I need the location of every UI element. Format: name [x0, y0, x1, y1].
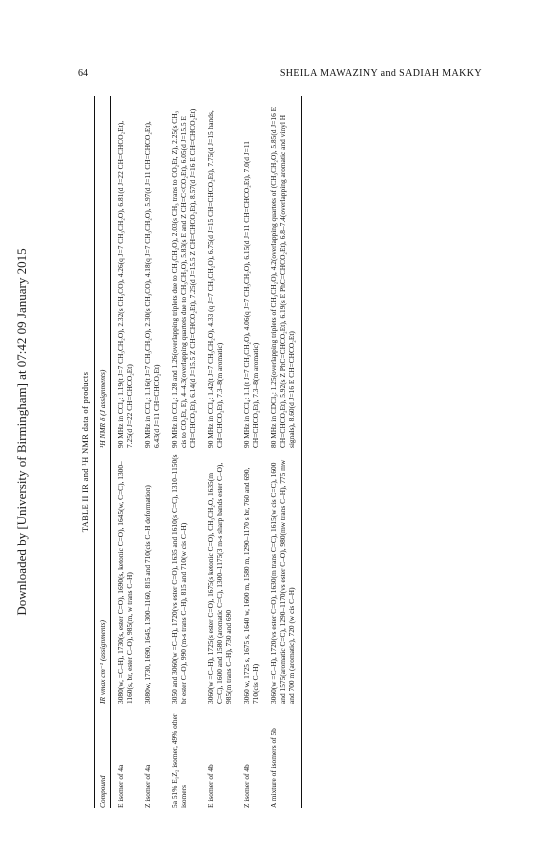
download-watermark-text: Downloaded by [University of Birmingham] at 07:42 09 January 2015 [14, 248, 29, 616]
cell-nmr: 90 MHz in CCl₄: 1.1(t J=7 CH₃CH₂O), 4.06(q J=7 CH₃CH₂O), 6.15(d J=11 CH=CHCO₂Et), 7.0(d J=11 CH=CHCO₂Et), 7.3–8(m aromatic) [242, 141, 261, 448]
rotated-table [80, 96, 496, 808]
download-watermark [0, 0, 44, 864]
cell-ir: 3060(w =C–H), 1725(s ester C=O), 1675(s ketonic C=O), CH₃CH₂O, 1635(m C=C), 1600 and 1580 (aromatic C=C), 1300–1175(3 m-s sharp bands ester C–O), 985(m trans C–H), 730 and 690 [206, 462, 234, 704]
column-header-ir: IR νmax cm⁻¹ (assignments) [95, 448, 111, 704]
cell-compound: Z isomer of 4a [143, 764, 153, 808]
cell-ir: 3050 and 3060(w =C–H), 1720(vs ester C=O), 1635 and 1610(s C=C), 1310–1150(s br ester C–O), 990 (m-s trans C–H), 815 and 710(w cis C–H) [170, 454, 189, 704]
rotated-table-frame [80, 96, 496, 808]
cell-nmr: 90 MHz in CCl₄: 1.19(t J=7 CH₃CH₂O), 2.32(s CH₃CO), 4.26(q J=7 CH₃CH₂O), 6.81(d J=22 CH=CHCO₂Et), 7.25(d J=22 CH=CHCO₂Et) [116, 120, 135, 448]
cell-ir: 3080w, 1730, 1690, 1645, 1300–1160, 815 and 710(cis C–H deformation) [143, 485, 153, 704]
table-row [237, 96, 264, 808]
table-row [111, 96, 139, 808]
running-head: SHEILA MAWAZINY and SADIAH MAKKY [279, 68, 482, 79]
table-row [264, 96, 301, 808]
table-row [165, 96, 201, 808]
cell-nmr: 90 MHz in CCl₄: 1.42(t J=7 CH₃CH₂O), 4.33 (q J=7 CH₃CH₂O), 6.75(d J=15 CH=CHCO₂Et), 7.75(d J=15 hands, CH=CHCO₂Et), 7.3–8(m aromatic) [206, 110, 225, 448]
column-header-compound: Compound [95, 704, 111, 808]
cell-compound: E isomer of 4b [206, 764, 216, 808]
cell-nmr: 80 MHz in CDCl₃: 1.25(overlapping triplets of CH₃CH₂O), 4.2(overlapping quartets of (CH₃CH₂O), 5.85(d J=16 E CH=CHCO₂Et), 5.92(s Z PhC=CHCO₂Et), 6.19(s E PhC=CHCO₂Et), 6.8–7.4(overlapping aromatic and vinyl H signals), 8.60(d J=16 E CH=CHCO₂Et) [264, 96, 301, 448]
cell-compound: Z isomer of 4b [242, 764, 252, 808]
cell-ir: 3060(w =C–H), 1720(vs ester C=O), 1630(m trans C=C), 1615(w cis C=C), 1600 and 1575(aromatic C=C), 1290–1170(vs ester C–O), 980(mw trans C–H), 775 mw and 700 m (aromatic), 720 (w cis C–H) [264, 448, 301, 704]
cell-compound: A mixture of isomers of 5b [264, 704, 301, 808]
table-header-row [95, 96, 111, 808]
table-row [201, 96, 237, 808]
cell-nmr: 90 MHz in CCl₄: 1.16(t J=7 CH₃CH₂O), 2.30(s CH₃CO), 4.18(q J=7 CH₃CH₂O), 5.97(d J=11 CH=CHCO₂Et), 6.43(d J=11 CH=CHCO₂Et) [143, 121, 162, 448]
page-number: 64 [78, 68, 88, 79]
column-header-nmr: ¹H NMR δ (J assignments) [95, 96, 111, 448]
cell-ir: 3060 w, 1725 s, 1675 s, 1640 w, 1600 m, 1580 m, 1290–1170 s br, 760 and 690, 710(cis C–H) [242, 467, 261, 704]
ir-nmr-table [94, 96, 302, 808]
cell-compound: E isomer of 4a [116, 764, 126, 808]
cell-compound: 5a 51% E₁Z₂ isomer, 49% other isomers [170, 713, 189, 808]
cell-nmr: 90 MHz in CCl₄: 1.28 and 1.26(overlapping triplets due to CH₃CH₂O), 2.03(s CH₃ trans to CO₂Et, Z), 2.25(s CH₃ cis to CO₂Et, E), 4–4.3(overlapping quartets due to CH₃CH₂O), 5.83(s E and Z CH=C<CO₂Et), 6.05(d J=15.5 E CH=CHCO₂Et), 6.14(d J=15.5 Z CH=CHCO₂Et), 7.25(d J=15.5 Z CH=CHCO₂Et), 8.57(d J=16 E CH=CHCO₂Et) [170, 108, 198, 448]
cell-ir: 3080(w, =C–H), 1730(s, ester C=O), 1690(s, ketonic C=O), 1645(w, C=C), 1300–1160(s, br, ester C–O), 985(m, w trans C–H) [116, 461, 135, 704]
table-title: TABLE II IR and ¹H NMR data of products [80, 371, 90, 533]
table-row [138, 96, 165, 808]
